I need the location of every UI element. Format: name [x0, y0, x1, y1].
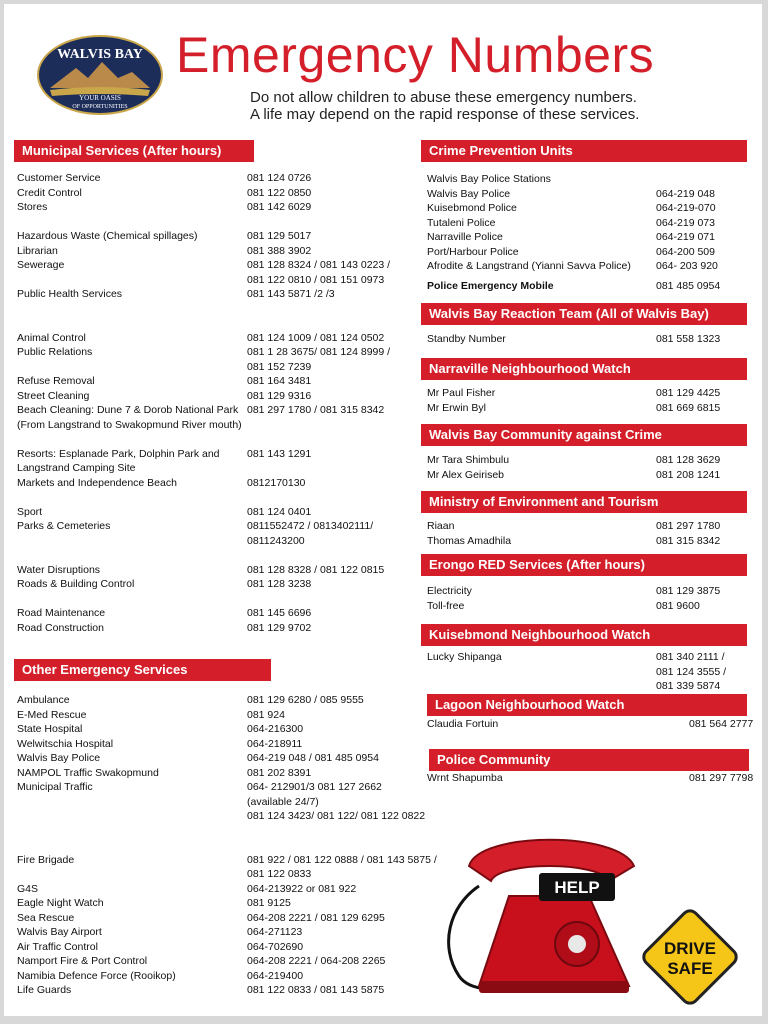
community-crime-heading: Walvis Bay Community against Crime [421, 424, 747, 446]
list-item-number: 081 558 1323 [656, 333, 721, 345]
list-item-label: Sport [17, 505, 43, 518]
list-item-number: 081 564 2777 [689, 718, 754, 730]
list-item-number: 081 128 8324 / 081 143 0223 / [247, 259, 391, 271]
list-item-label: E-Med Rescue [17, 708, 87, 721]
list-item-number: 081 297 1780 / 081 315 8342 [247, 404, 385, 416]
list-item-label: Narraville Police [427, 231, 503, 243]
erongo-red-heading: Erongo RED Services (After hours) [421, 554, 747, 576]
list-item-label: Animal Control [17, 331, 86, 344]
list-item-number: 064- 203 920 [656, 260, 718, 272]
list-item-label: Street Cleaning [17, 389, 90, 402]
list-item-label: Markets and Independence Beach [17, 476, 177, 489]
list-item-number: 081 124 3555 / [656, 665, 727, 678]
list-item-label: Walvis Bay Police [17, 752, 101, 764]
list-item-number: 064-219-070 [656, 202, 716, 214]
list-item-label: Welwitschia Hospital [17, 737, 114, 750]
logo-motto-2: OF OPPORTUNITIES [72, 104, 128, 110]
list-item-label: Parks & Cemeteries [17, 520, 111, 532]
list-item-label: Mr Paul Fisher [427, 387, 496, 399]
list-item-label: Customer Service [17, 172, 101, 184]
list-item-number: 064-219400 [247, 969, 304, 982]
list-item-number: 081 208 1241 [656, 468, 721, 481]
red-telephone-icon [439, 826, 659, 1006]
list-item-label: NAMPOL Traffic Swakopmund [17, 766, 159, 779]
list-item-label: Resorts: Esplanade Park, Dolphin Park and [17, 447, 220, 460]
poster [4, 4, 762, 1016]
list-item-number: 081 339 5874 [656, 680, 721, 692]
list-item-number: 064-216300 [247, 723, 304, 735]
list-item-label: Thomas Amadhila [427, 534, 512, 547]
list-item-number: 081 143 1291 [247, 447, 312, 460]
list-item-number: 081 152 7239 [247, 360, 312, 373]
list-item-label: Fire Brigade [17, 853, 75, 866]
ministry-heading: Ministry of Environment and Tourism [421, 491, 747, 513]
drive-safe-sign-icon [633, 902, 747, 1014]
list-item-number: 081 129 9316 [247, 389, 312, 402]
list-item-number: 0811243200 [247, 534, 305, 547]
list-item-label: Toll-free [427, 599, 465, 612]
list-item-number: 081 122 0833 / 081 143 5875 [247, 984, 385, 996]
list-item-label: Road Maintenance [17, 607, 106, 619]
list-item-number: 081 9125 [247, 897, 291, 909]
list-item-label: Namibia Defence Force (Rooikop) [17, 969, 176, 982]
list-item-number: 081 164 3481 [247, 375, 312, 387]
list-item-label: Sea Rescue [17, 911, 75, 924]
list-item-label: Lucky Shipanga [427, 651, 502, 663]
list-item-label: Hazardous Waste (Chemical spillages) [17, 230, 198, 242]
list-item-number: 081 122 0810 / 081 151 0973 [247, 273, 385, 286]
list-item-number: 081 124 3423/ 081 122/ 081 122 0822 [247, 810, 426, 822]
list-item-number: 081 669 6815 [656, 401, 721, 414]
list-item-number: 064-208 2221 / 081 129 6295 [247, 911, 385, 924]
list-item-label: Tutaleni Police [427, 216, 496, 229]
list-item-number: 064-219 071 [656, 231, 715, 243]
list-item-number: 081 129 4425 [656, 387, 721, 399]
list-item-number: 064-702690 [247, 940, 304, 953]
list-item-label: (From Langstrand to Swakopmund River mouth) [17, 418, 242, 431]
list-item-number: 0812170130 [247, 476, 306, 489]
list-item-label: Mr Erwin Byl [427, 401, 486, 414]
list-item-number: (available 24/7) [247, 795, 319, 808]
list-item-number: 081 315 8342 [656, 534, 721, 547]
list-item-label: Stores [17, 201, 48, 213]
list-item-number: 081 129 6280 / 085 9555 [247, 694, 364, 706]
list-item-label: Municipal Traffic [17, 781, 93, 793]
page-title: Emergency Numbers [176, 27, 655, 83]
list-item-label: Kuisebmond Police [427, 202, 517, 214]
list-item-number: 081 122 0833 [247, 868, 312, 880]
list-item-number: 081 124 0726 [247, 172, 312, 184]
list-item-label: Sewerage [17, 259, 65, 271]
list-item-number: 081 924 [247, 708, 285, 721]
list-item-label: Refuse Removal [17, 375, 95, 387]
list-item-number: 081 128 8328 / 081 122 0815 [247, 563, 385, 576]
list-item-number: 081 124 0401 [247, 505, 312, 518]
list-item-label: Walvis Bay Police [427, 187, 511, 200]
list-item-label: Life Guards [17, 984, 72, 996]
help-label: HELP [554, 878, 600, 897]
list-item-number: 081 122 0850 [247, 186, 312, 199]
logo-title: WALVIS BAY [57, 47, 143, 62]
list-item-number: 081 142 6029 [247, 201, 312, 213]
police-community-heading: Police Community [429, 749, 749, 771]
list-item-number: 081 128 3629 [656, 454, 721, 466]
subtitle-line-2: A life may depend on the rapid response of these services. [250, 106, 640, 123]
drive-safe-line-2: SAFE [667, 959, 713, 978]
list-item-number: 081 129 9702 [247, 621, 312, 634]
list-item-label: Ambulance [17, 694, 70, 706]
walvis-bay-logo [36, 34, 164, 116]
municipal-services-heading: Municipal Services (After hours) [14, 140, 254, 162]
list-item-number: 064-200 509 [656, 245, 715, 258]
drive-safe-line-1: DRIVE [664, 939, 716, 958]
list-item-label: Water Disruptions [17, 563, 101, 576]
list-item-number: 081 922 / 081 122 0888 / 081 143 5875 / [247, 853, 437, 866]
list-item-number: 081 129 3875 [656, 585, 721, 597]
list-item-label: State Hospital [17, 723, 83, 735]
list-item-label: Langstrand Camping Site [17, 462, 136, 474]
other-emergency-heading: Other Emergency Services [14, 659, 271, 681]
list-item-number: 081 485 0954 [656, 280, 721, 292]
list-item-label: Eagle Night Watch [17, 897, 104, 909]
list-item-label: Public Relations [17, 346, 93, 358]
list-item-number: 081 388 3902 [247, 244, 312, 257]
list-item-number: 064-219 048 / 081 485 0954 [247, 752, 379, 764]
reaction-team-heading: Walvis Bay Reaction Team (All of Walvis Bay) [421, 303, 747, 325]
list-item-label: Port/Harbour Police [427, 245, 519, 258]
list-item-number: 064-219 073 [656, 216, 715, 229]
list-item-label: Beach Cleaning: Dune 7 & Dorob National Park [17, 404, 239, 416]
list-item-number: 064-213922 or 081 922 [247, 882, 357, 895]
list-item-label: Electricity [427, 585, 472, 597]
list-item-label: Walvis Bay Police Stations [427, 173, 551, 185]
list-item-number: 081 340 2111 / [656, 651, 725, 663]
list-item-number: 081 143 5871 /2 /3 [247, 288, 335, 300]
list-item-number: 081 297 7798 [689, 772, 754, 784]
list-item-label: Namport Fire & Port Control [17, 955, 148, 967]
list-item-label: Roads & Building Control [17, 578, 135, 590]
list-item-label: Afrodite & Langstrand (Yianni Savva Police) [427, 260, 631, 272]
list-item-label: Wrnt Shapumba [427, 772, 503, 784]
list-item-number: 064-208 2221 / 064-208 2265 [247, 955, 386, 967]
narraville-watch-heading: Narraville Neighbourhood Watch [421, 358, 747, 380]
list-item-label: Standby Number [427, 333, 506, 345]
list-item-label: Police Emergency Mobile [427, 280, 554, 292]
list-item-label: G4S [17, 882, 39, 895]
list-item-label: Public Health Services [17, 288, 123, 300]
lagoon-watch-heading: Lagoon Neighbourhood Watch [427, 694, 747, 716]
list-item-number: 0811552472 / 0813402111/ [247, 520, 374, 532]
list-item-number: 081 297 1780 [656, 520, 721, 532]
logo-motto-1: YOUR OASIS [79, 94, 121, 102]
list-item-label: Riaan [427, 520, 455, 532]
list-item-label: Road Construction [17, 621, 104, 634]
list-item-label: Credit Control [17, 186, 82, 199]
list-item-number: 081 129 5017 [247, 230, 312, 242]
list-item-label: Mr Alex Geiriseb [427, 468, 505, 481]
list-item-number: 064- 212901/3 081 127 2662 [247, 781, 382, 793]
list-item-label: Air Traffic Control [17, 940, 98, 953]
subtitle-line-1: Do not allow children to abuse these emergency numbers. [250, 89, 637, 106]
list-item-number: 081 9600 [656, 599, 700, 612]
list-item-number: 081 124 1009 / 081 124 0502 [247, 331, 385, 344]
list-item-number: 081 1 28 3675/ 081 124 8999 / [247, 346, 391, 358]
list-item-number: 081 128 3238 [247, 578, 312, 590]
list-item-label: Claudia Fortuin [427, 718, 499, 730]
list-item-label: Walvis Bay Airport [17, 926, 102, 938]
list-item-number: 064-219 048 [656, 187, 715, 200]
list-item-number: 064-218911 [247, 737, 303, 750]
list-item-number: 081 145 6696 [247, 607, 312, 619]
list-item-number: 081 202 8391 [247, 766, 312, 779]
list-item-number: 064-271123 [247, 926, 303, 938]
crime-prevention-heading: Crime Prevention Units [421, 140, 747, 162]
list-item-label: Mr Tara Shimbulu [427, 454, 510, 466]
list-item-label: Librarian [17, 244, 58, 257]
kuisebmond-watch-heading: Kuisebmond Neighbourhood Watch [421, 624, 747, 646]
